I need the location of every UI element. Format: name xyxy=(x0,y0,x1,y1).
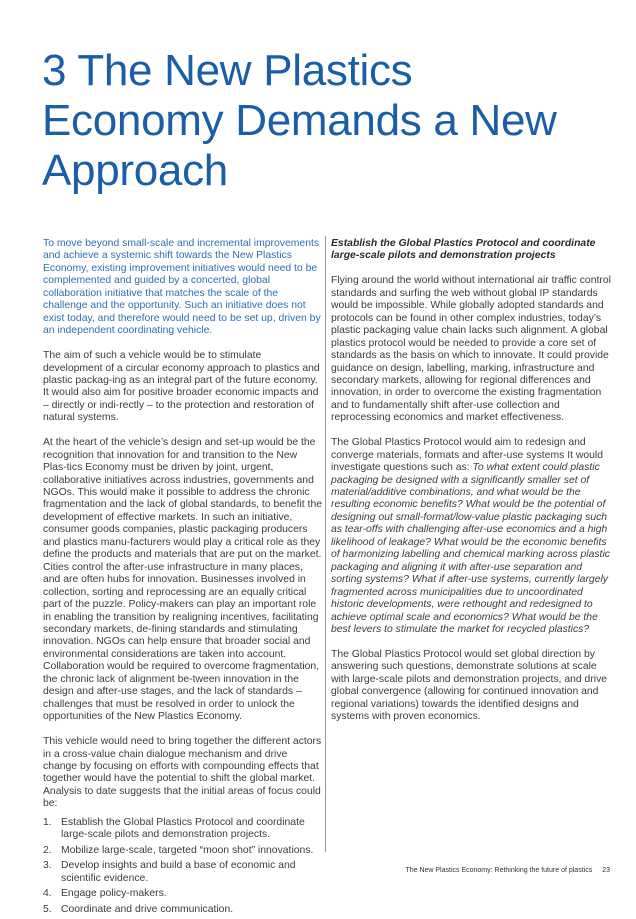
focus-areas-list xyxy=(43,817,323,916)
list-item xyxy=(43,888,323,900)
list-text: Establish the Global Plastics Protocol and coordinate large-scale pilots and demonstration projects. xyxy=(61,816,305,841)
list-item xyxy=(43,860,323,885)
list-text: Engage policy-makers. xyxy=(61,888,167,900)
list-text: Coordinate and drive communication. xyxy=(61,903,234,915)
paragraph: At the heart of the vehicle’s design and set-up would be the recognition that innovation for and transition to the New Plas-tics Economy must be driven by joint, urgent, collaborative initiatives across industries, governments and NGOs. This would make it possible to address the chronic fragmentation and the lack of global standards, to benefit the development of effective markets. In such an initiative, consumer goods companies, plastic packaging producers and plastics manu-facturers would play a critical role as they define the products and materials that are put on the market. Cities control the after-use infrastructure in many places, and are often hubs for innovation. Businesses involved in collection, sorting and reprocessing are an equally critical part of the puzzle. Policy-makers can play an important role in enabling the transition by realigning incentives, facilitating secondary markets, de-fining standards and stimulating innovation. NGOs can help ensure that broader social and environmental considerations are taken into account. Collaboration would be required to overcome fragmentation, the chronic lack of alignment be-tween innovation in the design and after-use stages, and the lack of standards – challenges that must be resolved in order to unlock the opportunities of the New Plastics Economy. xyxy=(43,437,322,723)
right-column xyxy=(331,238,613,736)
column-divider xyxy=(325,236,326,852)
lead-paragraph: To move beyond small-scale and incremental improvements and achieve a systemic shift towards the New Plastics Economy, existing improvement initiatives would need to be complemented and guided by a concerted, global collaboration initiative that matches the scale of the challenge and the opportunity. Such an initiative does not exist today, and therefore would need to be set up, driven by an independent coordinating vehicle. xyxy=(43,238,321,337)
footer-report-title: The New Plastics Economy: Rethinking the future of plastics xyxy=(405,867,593,874)
paragraph xyxy=(331,437,613,636)
list-item xyxy=(43,904,323,916)
list-item xyxy=(43,845,323,857)
list-text: Develop insights and build a base of economic and scientific evidence. xyxy=(61,860,296,884)
page-footer xyxy=(405,867,610,874)
list-number: 2. xyxy=(43,844,52,856)
list-text: Mobilize large-scale, targeted “moon shot” innovations. xyxy=(61,844,314,856)
list-number: 1. xyxy=(43,816,52,828)
paragraph: The aim of such a vehicle would be to stimulate development of a circular economy approach to plastics and plastic packag-ing as an integral part of the future economy. It would also aim for positive broader economic impacts and – directly or indi-rectly – to the protection and restoration of natural systems. xyxy=(43,350,320,424)
paragraph: The Global Plastics Protocol would set global direction by answering such questions, demonstrate solutions at scale with large-scale pilots and demonstration projects, and drive global convergence (allowing for continued innovation and regional variations) towards the identified designs and systems with proven economics. xyxy=(331,648,608,723)
paragraph-intro: The Global Plastics Protocol would aim to redesign and converge materials, formats and after-use systems It would investigate questions such as: xyxy=(331,437,603,474)
questions-italic: To what extent could plastic packaging be designed with a significantly smaller set of material/additive combinations, and what would be the resulting economic benefits? What would be the potential of designing out small-format/low-value plastic packaging such as tear-offs with challenging after-use economics and a high likelihood of leakage? What would be the economic benefits of harmonizing labelling and chemical marking across plastic packaging and aligning it with after-use separation and sorting systems? What if after-use systems, currently largely fragmented across municipalities due to uncoordinated historic developments, were rethought and redesigned to achieve optimal scale and economics? What would be the best levers to stimulate the market for recycled plastics? xyxy=(331,462,610,636)
paragraph: This vehicle would need to bring together the different actors in a cross-value chain dialogue mechanism and drive change by focusing on efforts with compounding effects that together would have the potential to shift the global market. Analysis to date suggests that the initial areas of focus could be: xyxy=(43,736,322,810)
paragraph: Flying around the world without international air traffic control standards and surfing the web without global IP standards would be impossible. While globally adopted standards and protocols can be found in other complex industries, today’s plastic packaging value chain lacks such alignment. A global plastics protocol would be needed to provide a core set of standards as the basis on which to innovate. It could provide guidance on design, labelling, marking, infrastructure and secondary markets, allowing for regional differences and innovation, in order to overcome the existing fragmentation and to fundamentally shift after-use collection and reprocessing economics and market effectiveness. xyxy=(331,275,611,424)
list-number: 5. xyxy=(43,903,52,915)
page-number: 23 xyxy=(602,867,610,874)
subheading: Establish the Global Plastics Protocol and coordinate large-scale pilots and demonstration projects xyxy=(331,238,596,262)
page-title: 3 The New Plastics Economy Demands a New Approach xyxy=(42,46,557,195)
list-number: 3. xyxy=(43,860,52,872)
left-column xyxy=(43,238,323,919)
list-number: 4. xyxy=(43,888,52,900)
list-item xyxy=(43,817,323,842)
